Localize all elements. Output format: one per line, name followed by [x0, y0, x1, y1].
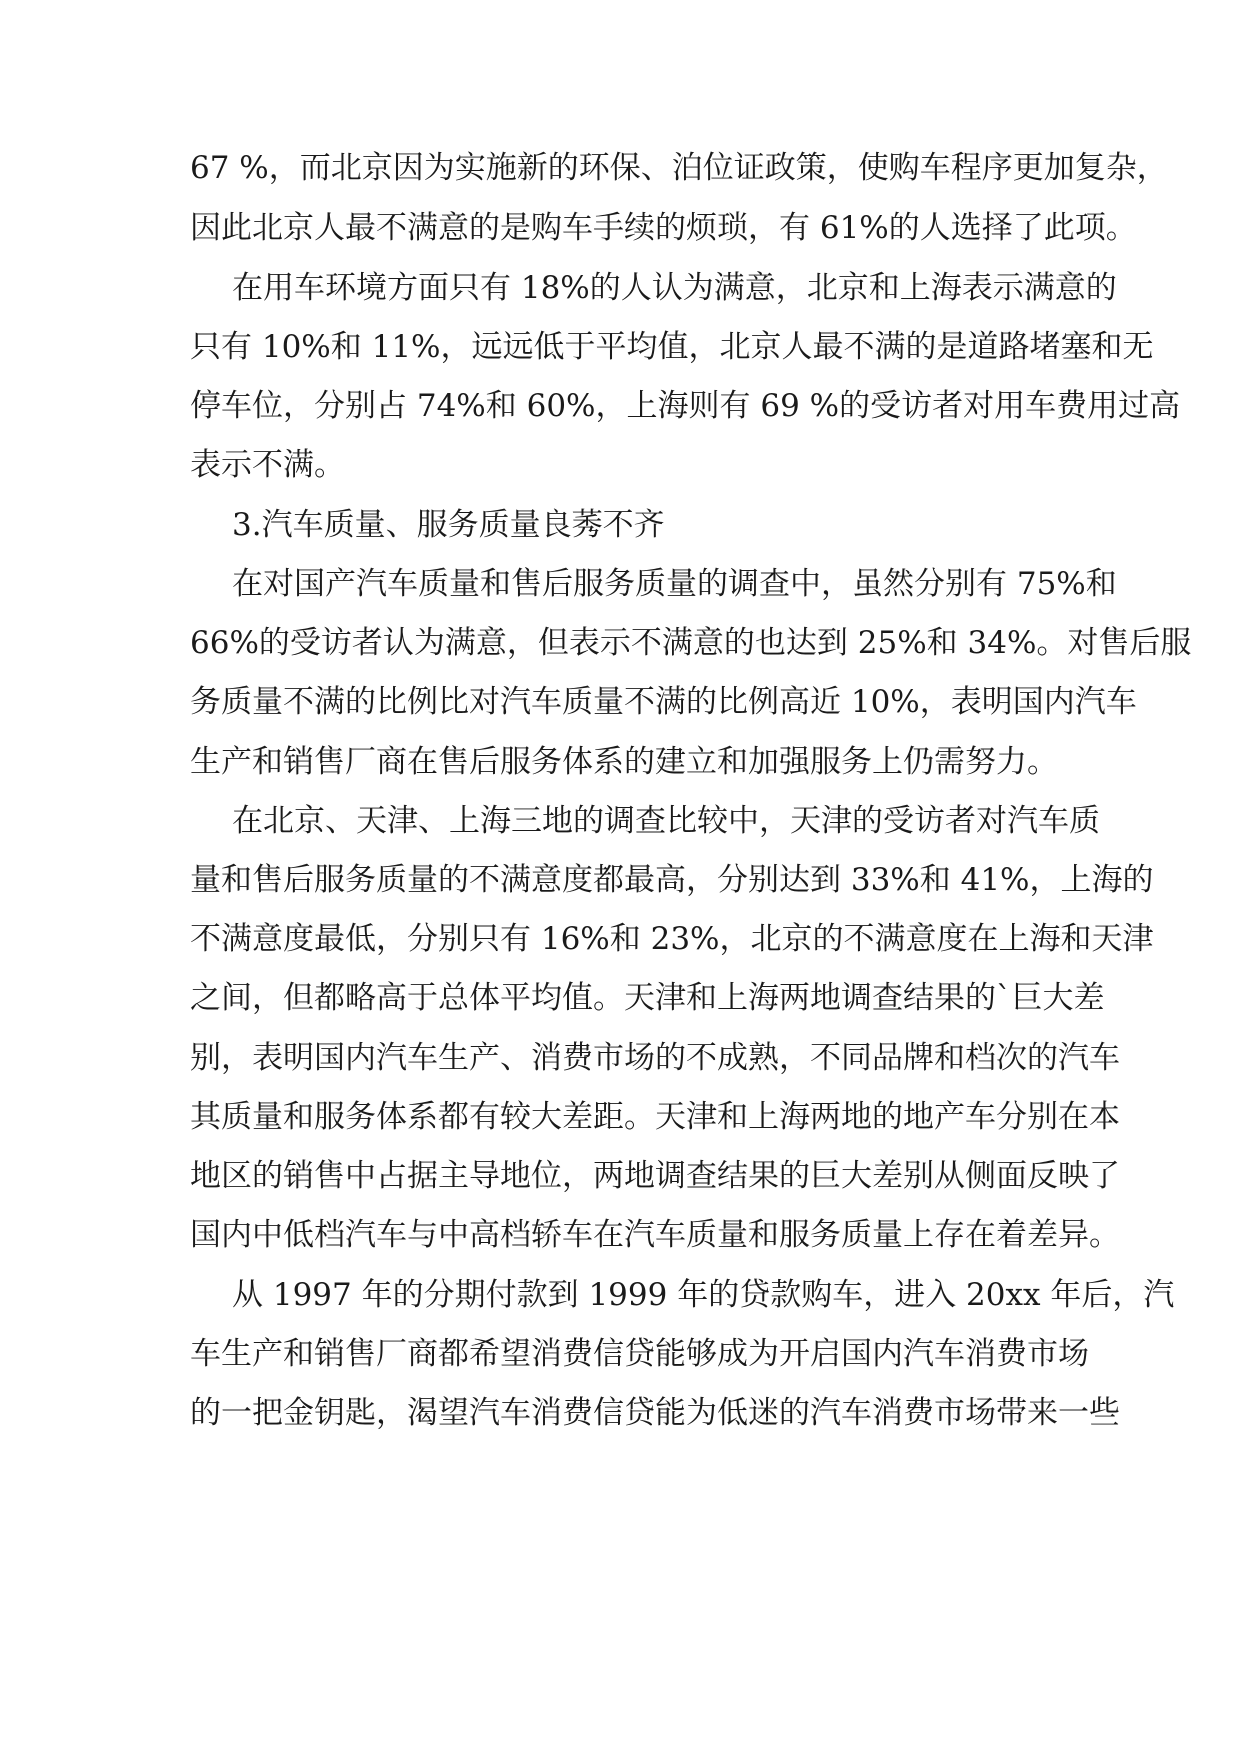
text-line: 车生产和销售厂商都希望消费信贷能够成为开启国内汽车消费市场 — [190, 1336, 1089, 1372]
paragraph-first-line: 在用车环境方面只有 18%的人认为满意，北京和上海表示满意的 — [232, 270, 1117, 306]
paragraph-first-line: 在北京、天津、上海三地的调查比较中，天津的受访者对汽车质 — [232, 803, 1100, 839]
text-line: 表示不满。 — [190, 447, 345, 483]
text-line: 停车位，分别占 74%和 60%，上海则有 69 %的受访者对用车费用过高 — [190, 388, 1181, 424]
text-line: 因此北京人最不满意的是购车手续的烦琐，有 61%的人选择了此项。 — [190, 210, 1137, 246]
section-heading: 3.汽车质量、服务质量良莠不齐 — [232, 507, 665, 543]
text-line: 66%的受访者认为满意，但表示不满意的也达到 25%和 34%。对售后服 — [190, 625, 1192, 661]
text-line: 其质量和服务体系都有较大差距。天津和上海两地的地产车分别在本 — [190, 1099, 1120, 1135]
text-line: 只有 10%和 11%，远远低于平均值，北京人最不满的是道路堵塞和无 — [190, 329, 1154, 365]
text-line: 量和售后服务质量的不满意度都最高，分别达到 33%和 41%，上海的 — [190, 862, 1154, 898]
text-line: 地区的销售中占据主导地位，两地调查结果的巨大差别从侧面反映了 — [190, 1158, 1120, 1194]
text-line: 不满意度最低，分别只有 16%和 23%，北京的不满意度在上海和天津 — [190, 921, 1154, 957]
text-line: 之间，但都略高于总体平均值。天津和上海两地调查结果的`巨大差 — [190, 980, 1105, 1016]
text-line: 国内中低档汽车与中高档轿车在汽车质量和服务质量上存在着差异。 — [190, 1217, 1120, 1253]
text-line: 67 %，而北京因为实施新的环保、泊位证政策，使购车程序更加复杂， — [190, 150, 1168, 186]
text-line: 别，表明国内汽车生产、消费市场的不成熟，不同品牌和档次的汽车 — [190, 1040, 1120, 1076]
text-line: 生产和销售厂商在售后服务体系的建立和加强服务上仍需努力。 — [190, 744, 1058, 780]
paragraph-first-line: 在对国产汽车质量和售后服务质量的调查中，虽然分别有 75%和 — [232, 566, 1117, 602]
text-line: 的一把金钥匙，渴望汽车消费信贷能为低迷的汽车消费市场带来一些 — [190, 1395, 1120, 1431]
text-line: 务质量不满的比例比对汽车质量不满的比例高近 10%，表明国内汽车 — [190, 684, 1137, 720]
paragraph-first-line: 从 1997 年的分期付款到 1999 年的贷款购车，进入 20xx 年后，汽 — [232, 1277, 1175, 1313]
